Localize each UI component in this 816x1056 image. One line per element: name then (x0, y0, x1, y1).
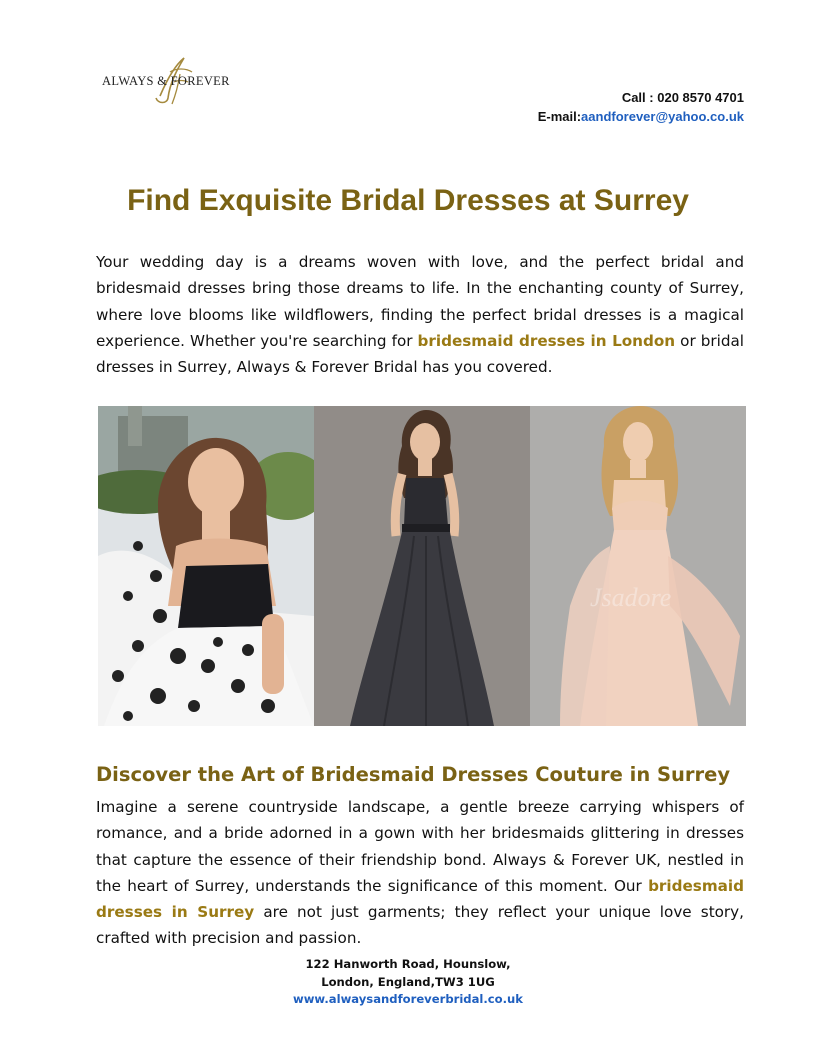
address-line-2: London, England,TW3 1UG (321, 974, 495, 989)
logo-text: ALWAYS & FOREVER (102, 74, 230, 88)
intro-text-after: or bridal dresses in Surrey, Always & Forever Bridal has you covered. (96, 331, 744, 377)
dress-photo-strip (98, 406, 746, 726)
phone-number[interactable]: 020 8570 4701 (657, 90, 744, 105)
photo-black-white-gown (98, 406, 314, 726)
intro-paragraph (96, 249, 744, 380)
email-link[interactable]: aandforever@yahoo.co.uk (581, 109, 744, 124)
contact-block (538, 88, 744, 126)
bridesmaid-london-link[interactable]: bridesmaid dresses in London (417, 331, 676, 350)
page-title: Find Exquisite Bridal Dresses at Surrey (127, 184, 689, 217)
call-label: Call : (621, 90, 654, 105)
bridesmaid-surrey-link[interactable]: bridesmaid dresses in Surrey (96, 876, 744, 922)
email-line (538, 107, 744, 126)
brand-logo (98, 52, 248, 106)
section-text-after: are not just garments; they reflect your unique love story, crafted with precision and passion. (96, 903, 744, 948)
section-text-before: Imagine a serene countryside landscape, a gentle breeze carrying whispers of romance, and a bride adorned in a gown with her bridesmaids glittering in dresses that capture the essence of their friendship bond. Always & Forever UK, nestled in the heart of Surrey, understands the significance of this moment. Our (96, 798, 744, 895)
section-paragraph (96, 794, 744, 952)
section-heading: Discover the Art of Bridesmaid Dresses Couture in Surrey (96, 763, 731, 786)
website-link[interactable]: www.alwaysandforeverbridal.co.uk (292, 992, 524, 1006)
photo-blush-gown (530, 406, 746, 726)
email-label: E-mail: (537, 109, 582, 124)
svg-text:Jsadore: Jsadore (590, 583, 672, 612)
photo-charcoal-gown (314, 406, 530, 726)
phone-line (538, 88, 744, 107)
footer (0, 956, 816, 1009)
address-line-1: 122 Hanworth Road, Hounslow, (305, 957, 511, 971)
intro-text-before: Your wedding day is a dreams woven with love, and the perfect bridal and bridesmaid dresses bring those dreams to life. In the enchanting county of Surrey, where love blooms like wildflowers, finding the perfect bridal dresses is a magical experience. Whether you're searching for (96, 253, 744, 350)
